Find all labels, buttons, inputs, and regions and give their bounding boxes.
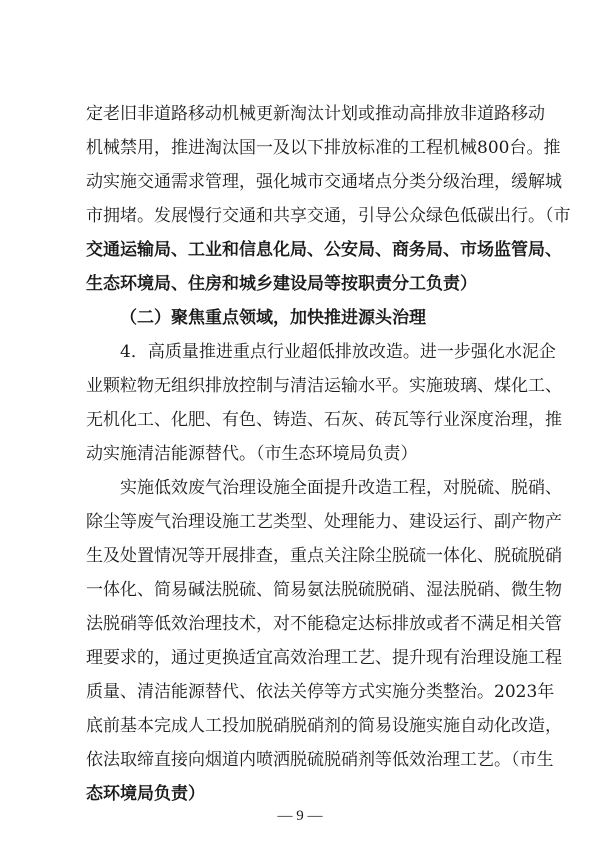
paragraph-start: 实施低效废气治理设施全面提升改造工程，对脱硫、脱硝、 <box>120 478 562 498</box>
body-line-13: 除尘等废气治理设施工艺类型、处理能力、建设运行、副产物产 <box>86 512 562 532</box>
body-line-15: 一体化、简易碱法脱硫、简易氨法脱硫脱硝、湿法脱硝、微生物 <box>86 580 562 600</box>
body-line-11: 动实施清洁能源替代。（市生态环境局负责） <box>86 444 418 464</box>
body-line-10: 无机化工、化肥、有色、铸造、石灰、砖瓦等行业深度治理，推 <box>86 410 562 430</box>
body-line-14: 生及处置情况等开展排查，重点关注除尘脱硫一体化、脱硫脱硝 <box>86 546 562 566</box>
body-line-21: 态环境局负责） <box>86 784 205 804</box>
body-line-4: 市拥堵。发展慢行交通和共享交通，引导公众绿色低碳出行。（市 <box>86 206 571 226</box>
body-line-1: 定老旧非道路移动机械更新淘汰计划或推动高排放非道路移动 <box>86 104 545 124</box>
item-4-heading: 4．高质量推进重点行业超低排放改造。进一步强化水泥企 <box>120 342 556 362</box>
body-line-5: 交通运输局、工业和信息化局、公安局、商务局、市场监管局、 <box>86 240 562 260</box>
page-number: — 9 — <box>277 808 323 824</box>
body-line-3: 动实施交通需求管理，强化城市交通堵点分类分级治理，缓解城 <box>86 172 562 192</box>
body-line-16: 法脱硝等低效治理技术，对不能稳定达标排放或者不满足相关管 <box>86 614 562 634</box>
body-line-17: 理要求的，通过更换适宜高效治理工艺、提升现有治理设施工程 <box>86 648 562 668</box>
body-line-9: 业颗粒物无组织排放控制与清洁运输水平。实施玻璃、煤化工、 <box>86 376 562 396</box>
body-line-20: 依法取缔直接向烟道内喷洒脱硫脱硝剂等低效治理工艺。（市生 <box>86 750 554 770</box>
body-line-2: 机械禁用，推进淘汰国一及以下排放标准的工程机械800台。推 <box>86 138 561 158</box>
section-heading: （二）聚焦重点领域，加快推进源头治理 <box>120 308 426 328</box>
body-line-19: 底前基本完成人工投加脱硝脱硝剂的简易设施实施自动化改造， <box>86 716 562 736</box>
body-line-18: 质量、清洁能源替代、依法关停等方式实施分类整治。2023年 <box>86 682 555 702</box>
body-line-6: 生态环境局、住房和城乡建设局等按职责分工负责） <box>86 274 477 294</box>
